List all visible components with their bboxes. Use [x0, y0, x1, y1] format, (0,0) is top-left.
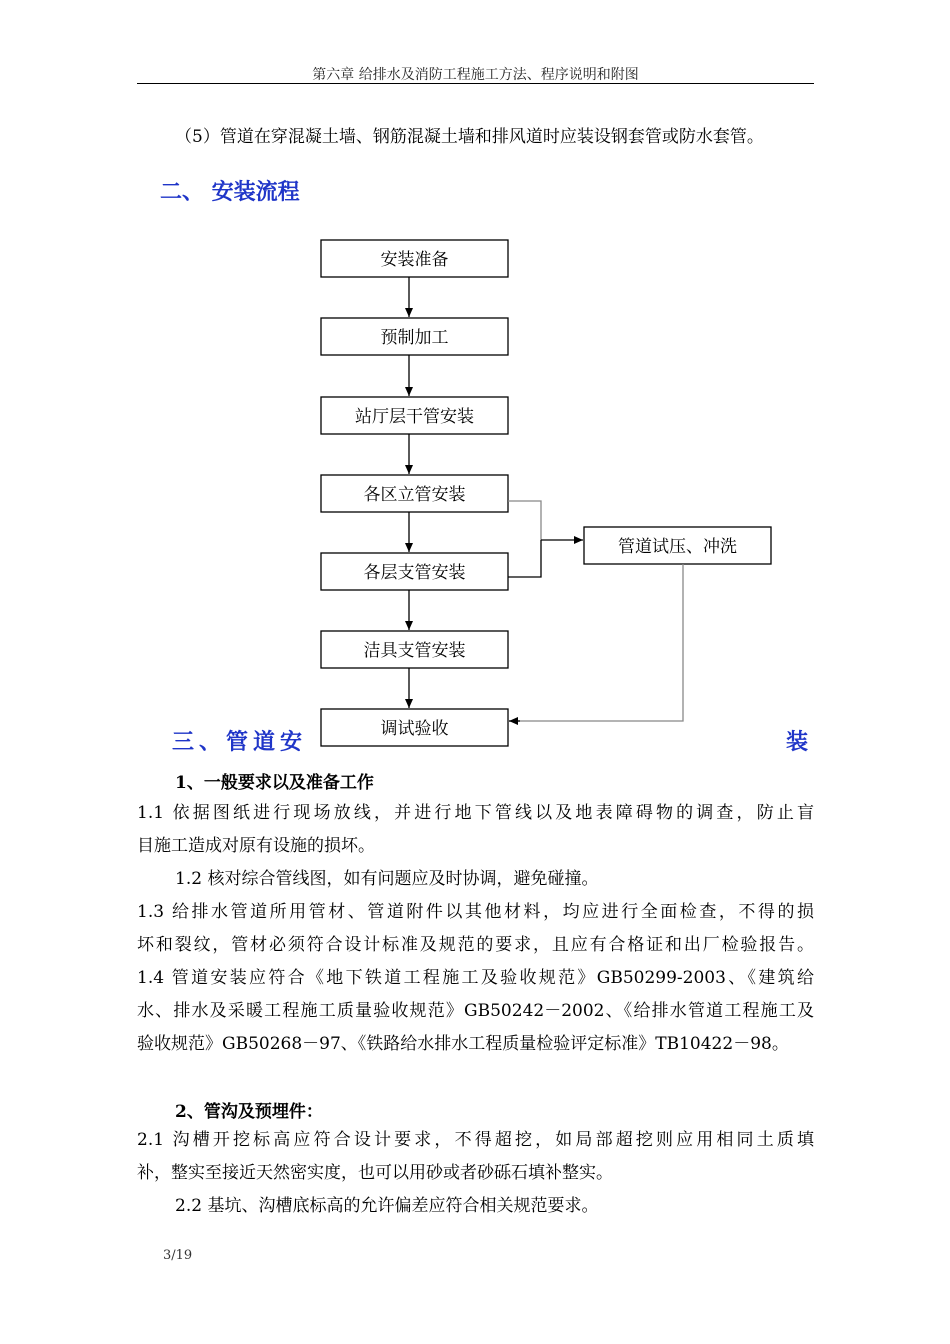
flow-step-2: [321, 318, 508, 355]
flow-step-label: 各区立管安装: [363, 485, 466, 505]
paragraph: 1.1 依据图纸进行现场放线，并进行地下管线以及地表障碍物的调查，防止盲: [137, 803, 814, 823]
section-3-title-end: 装: [786, 729, 809, 755]
flow-step-label: 安装准备: [380, 250, 449, 270]
flow-step-label: 洁具支管安装: [363, 641, 466, 661]
paragraph: 水、排水及采暖工程施工质量验收规范》GB50242－2002、《给排水管道工程施工及: [137, 1001, 814, 1021]
paragraph: 验收规范》GB50268－97、《铁路给水排水工程质量检验评定标准》TB10422－98。: [137, 1034, 789, 1054]
flow-step-7: [321, 709, 508, 746]
flow-step-3: [321, 397, 508, 434]
side-box-label: 管道试压、冲洗: [618, 537, 737, 557]
flow-step-5: [321, 553, 508, 590]
section-2-title: 二、 安装流程: [160, 179, 300, 205]
connector-line: [508, 501, 541, 540]
paragraph: 坏和裂纹，管材必须符合设计标准及规范的要求，且应有合格证和出厂检验报告。: [137, 935, 814, 955]
paragraph: 1.4 管道安装应符合《地下铁道工程施工及验收规范》GB50299-2003、《建筑给: [137, 968, 814, 988]
flow-step-6: [321, 631, 508, 668]
paragraph: 2.1 沟槽开挖标高应符合设计要求，不得超挖，如局部超挖则应用相同土质填: [137, 1130, 814, 1150]
flow-step-label: 各层支管安装: [363, 563, 466, 583]
paragraph: 目施工造成对原有设施的损坏。: [137, 836, 375, 856]
flow-side-box: [584, 527, 771, 564]
paragraph: 1.2 核对综合管线图，如有问题应及时协调，避免碰撞。: [175, 869, 599, 889]
flow-step-label: 预制加工: [380, 328, 449, 348]
paragraph: 2.2 基坑、沟槽底标高的允许偏差应符合相关规范要求。: [175, 1196, 599, 1216]
section-3-title: 三、管道安: [172, 729, 308, 755]
flow-step-label: 调试验收: [380, 719, 449, 739]
page-number: 3/19: [163, 1248, 193, 1263]
connector-line: [508, 540, 541, 577]
flow-step-1: [321, 240, 508, 277]
page-header: 第六章 给排水及消防工程施工方法、程序说明和附图: [312, 67, 639, 83]
flow-steps: [321, 240, 508, 746]
subsection-1-title: 1、一般要求以及准备工作: [175, 773, 374, 793]
intro-item: （5）管道在穿混凝土墙、钢筋混凝土墙和排风道时应装设钢套管或防水套管。: [175, 127, 764, 147]
flow-step-4: [321, 475, 508, 512]
connector-line: [509, 564, 683, 721]
paragraph: 1.3 给排水管道所用管材、管道附件以其他材料，均应进行全面检查，不得的损: [137, 902, 814, 922]
subsection-2-title: 2、管沟及预埋件：: [175, 1102, 323, 1122]
flow-step-label: 站厅层干管安装: [355, 407, 474, 427]
paragraph: 补，整实至接近天然密实度，也可以用砂或者砂砾石填补整实。: [137, 1163, 613, 1183]
